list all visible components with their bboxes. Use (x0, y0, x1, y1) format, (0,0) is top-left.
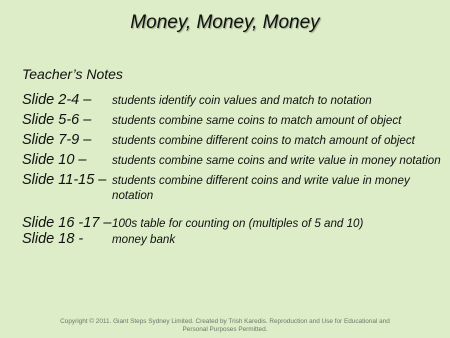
slide-description: students identify coin values and match to notation (112, 94, 372, 107)
slide-description: students combine different coins to match amount of object (112, 134, 415, 147)
list-item (22, 112, 442, 128)
slide-description: 100s table for counting on (multiples of 5 and 10) (112, 217, 364, 230)
slide-range: Slide 11-15 – (22, 172, 107, 188)
slide-description: money bank (112, 233, 176, 246)
slide-range: Slide 16 -17 – (22, 215, 112, 231)
slide-range: Slide 2-4 – (22, 92, 92, 108)
subtitle: Teacher’s Notes (22, 66, 123, 82)
notes-list (22, 92, 442, 251)
slide-range: Slide 10 – (22, 152, 87, 168)
slide-description: students combine same coins and write value in money notation (112, 154, 441, 167)
slide-range: Slide 18 - (22, 231, 84, 247)
list-item (22, 132, 442, 148)
page-title: Money, Money, Money (130, 12, 320, 33)
list-item (22, 172, 442, 203)
slide-description: students combine different coins and write value in money notation (112, 174, 410, 202)
slide-range: Slide 7-9 – (22, 132, 92, 148)
slide-description: students combine same coins to match amount of object (112, 114, 402, 127)
list-item (22, 231, 442, 247)
list-item (22, 92, 442, 108)
copyright-footer: Copyright © 2011. Giant Steps Sydney Limited. Created by Trish Karedis. Reproduction and Use for Educational and Personal Purposes Permitted. (60, 318, 390, 333)
list-item (22, 215, 442, 231)
list-item (22, 152, 442, 168)
slide-range: Slide 5-6 – (22, 112, 92, 128)
